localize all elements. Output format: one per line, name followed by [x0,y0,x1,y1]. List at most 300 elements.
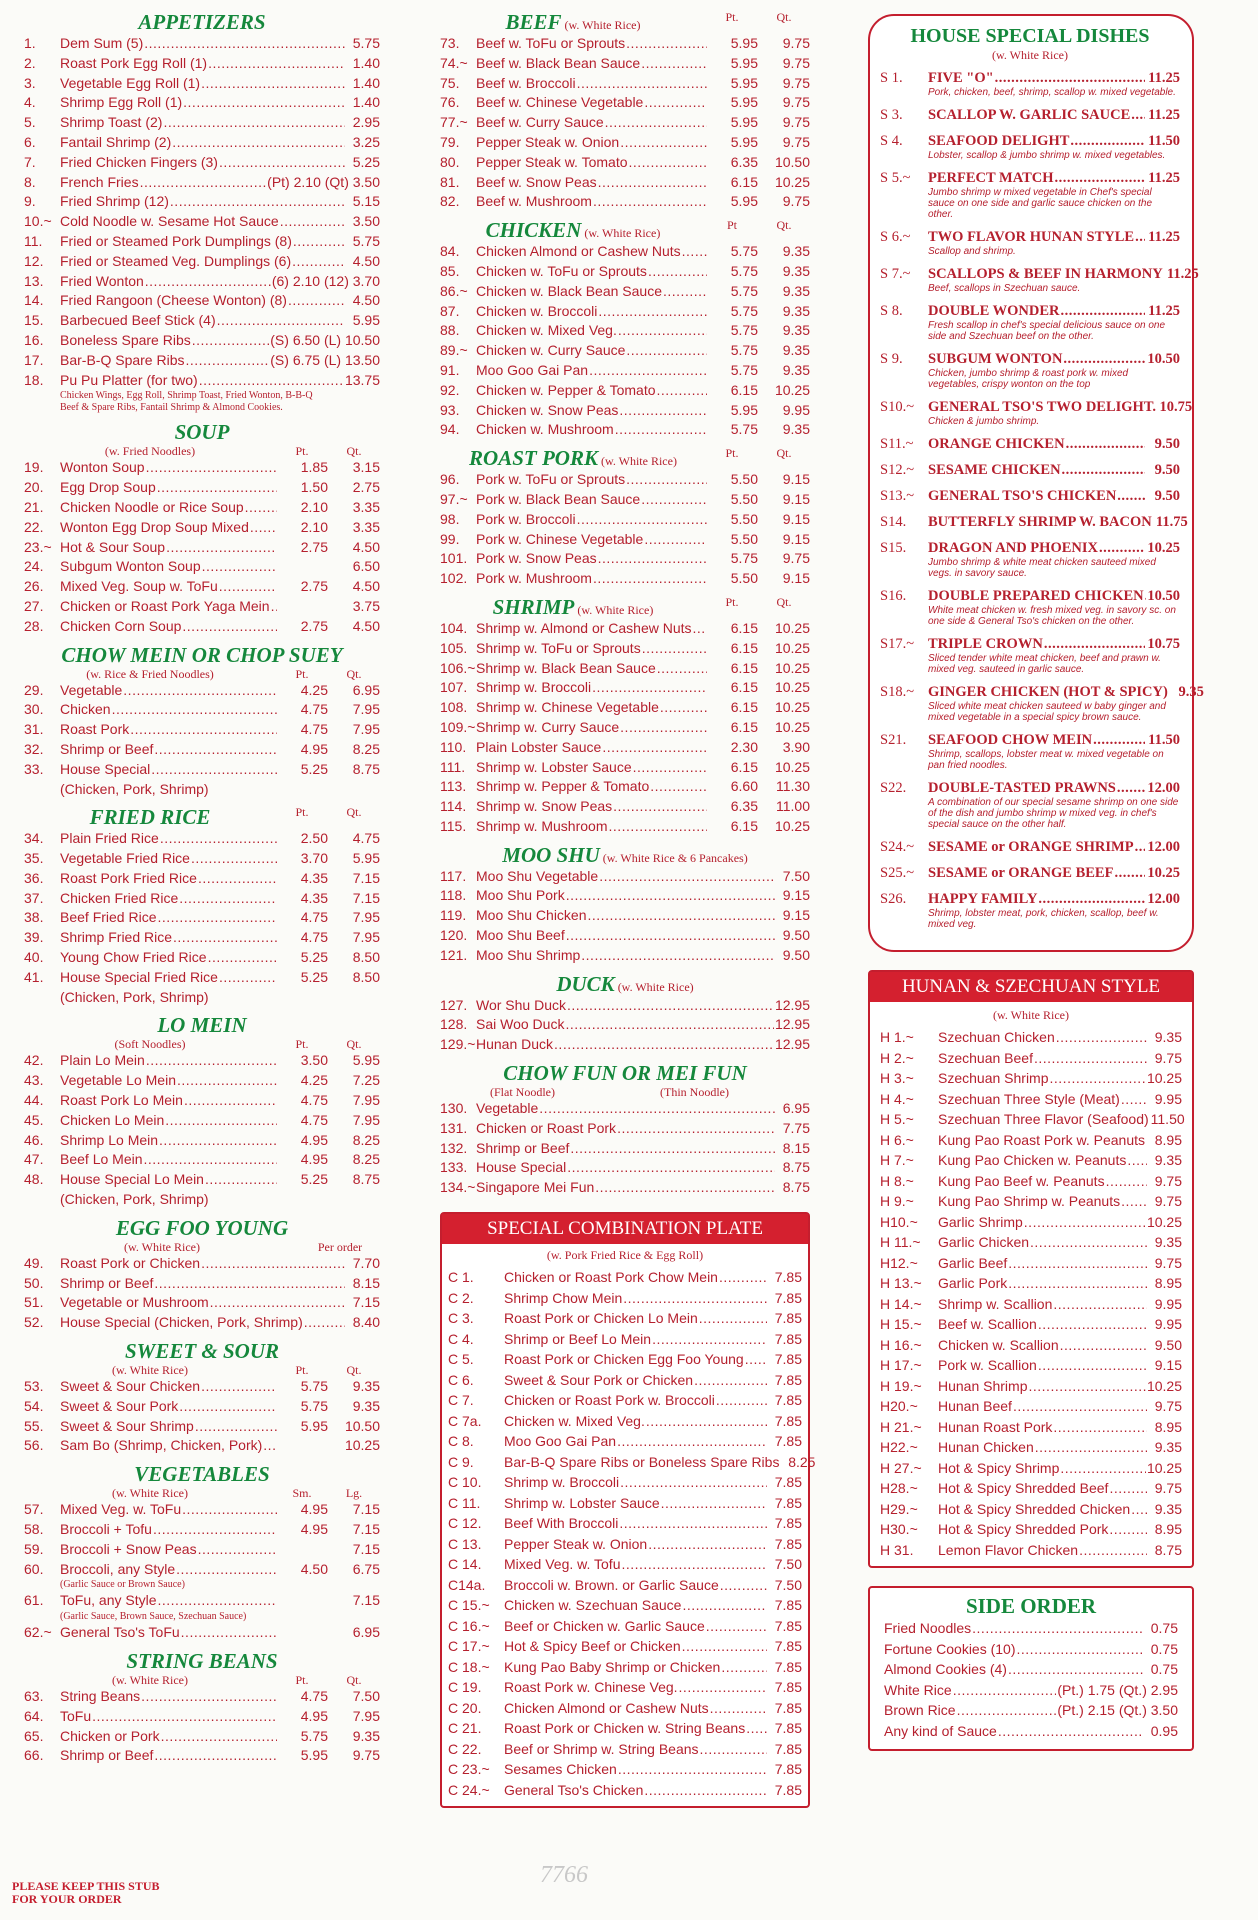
menu-item[interactable] [24,113,380,133]
item-name: Chicken or Pork [60,1727,160,1744]
house-special-item[interactable] [880,461,1180,479]
menu-item[interactable] [448,1616,802,1637]
menu-item[interactable] [448,1780,802,1801]
menu-item[interactable] [440,1035,810,1055]
menu-item[interactable] [440,192,810,212]
menu-item[interactable] [440,381,810,401]
leader-dots [617,1119,775,1139]
menu-item[interactable] [24,34,380,54]
menu-item[interactable] [24,54,380,74]
menu-item[interactable] [24,681,380,701]
menu-item[interactable] [24,538,380,558]
price-quart: 10.25 [774,659,810,676]
menu-item[interactable] [880,1171,1182,1192]
menu-item[interactable] [880,1232,1182,1253]
menu-item[interactable] [880,1355,1182,1376]
menu-item[interactable] [448,1493,802,1514]
menu-item[interactable] [884,1618,1178,1639]
item-name: Shrimp w. Broccoli [476,679,592,696]
menu-item[interactable] [448,1698,802,1719]
menu-item[interactable] [448,1575,802,1596]
item-price: 9.35 [1154,1500,1182,1517]
menu-item[interactable] [24,760,380,780]
menu-item[interactable] [440,817,810,837]
menu-item[interactable] [24,1591,380,1611]
item-name: Chicken w. Black Bean Sauce [476,282,662,299]
menu-item[interactable] [884,1721,1178,1742]
menu-item[interactable] [24,968,380,988]
item-name: House Special Lo Mein [60,1171,204,1188]
item-description: White meat chicken w. fresh mixed veg. in savory sc. on one side & General Tso's chicken on the other. [928,605,1176,627]
house-special-item[interactable] [880,169,1180,220]
menu-item[interactable] [880,1048,1182,1069]
item-name: Moo Shu Pork [476,887,565,904]
menu-item[interactable] [440,242,810,262]
menu-item[interactable] [440,490,810,510]
house-special-item[interactable] [880,838,1180,856]
item-name: Almond Cookies (4) [884,1661,1007,1677]
menu-item[interactable] [24,948,380,968]
menu-item[interactable] [24,173,380,193]
menu-item[interactable] [24,597,380,617]
menu-item[interactable] [24,133,380,153]
menu-item[interactable] [440,678,810,698]
leader-dots [1035,1437,1147,1458]
menu-item[interactable] [440,1139,810,1159]
menu-item[interactable] [884,1659,1178,1680]
house-special-item[interactable] [880,228,1180,257]
leader-dots [1079,1540,1147,1561]
item-name: Pork w. ToFu or Sprouts [476,471,626,488]
section-note: (w. White Rice) [992,48,1068,62]
menu-item[interactable] [440,738,810,758]
house-special-item[interactable] [880,132,1180,161]
menu-item[interactable] [440,549,810,569]
item-description: Lobster, scallop & jumbo shrimp w. mixed vegetables. [928,150,1166,161]
menu-item[interactable] [24,1071,380,1091]
item-number: 19. [24,459,44,476]
menu-item[interactable] [24,311,380,331]
menu-item[interactable] [24,849,380,869]
menu-item[interactable] [24,1274,380,1294]
leader-dots [693,619,707,639]
item-name: ORANGE CHICKEN [928,436,1065,452]
menu-item[interactable] [24,928,380,948]
menu-item[interactable] [448,1472,802,1493]
menu-item[interactable] [440,74,810,94]
price-quart: 7.95 [352,1092,380,1109]
menu-item[interactable] [440,758,810,778]
leader-dots [566,886,775,906]
menu-item[interactable] [24,212,380,232]
leader-dots [618,1759,767,1780]
house-special-item[interactable] [880,487,1180,505]
menu-item[interactable] [24,1091,380,1111]
item-number: C 16.~ [448,1617,490,1634]
menu-item[interactable] [440,659,810,679]
menu-item[interactable] [24,1170,380,1190]
menu-item[interactable] [24,1111,380,1131]
price-quart: 7.95 [352,1707,380,1724]
menu-item[interactable] [448,1595,802,1616]
chicken-section [440,218,810,440]
menu-item[interactable] [440,906,810,926]
menu-item[interactable] [24,192,380,212]
menu-item[interactable] [24,331,380,351]
menu-item[interactable] [880,1458,1182,1479]
menu-item[interactable] [24,1746,380,1766]
menu-item[interactable] [440,54,810,74]
menu-item[interactable] [24,1313,380,1333]
menu-item[interactable] [24,1150,380,1170]
price-quart: 10.25 [774,699,810,716]
menu-item[interactable] [884,1700,1178,1721]
leader-dots [166,538,277,558]
menu-item[interactable] [24,74,380,94]
menu-item[interactable] [24,1377,380,1397]
menu-item[interactable] [448,1267,802,1288]
menu-item[interactable] [880,1314,1182,1335]
menu-item[interactable] [448,1452,816,1473]
price-quart: 8.25 [352,1151,380,1168]
menu-item[interactable] [880,1150,1182,1171]
leader-dots [641,490,707,510]
item-number: 97.~ [440,490,468,507]
menu-item[interactable] [448,1718,802,1739]
item-name: Chicken w. ToFu or Sprouts [476,262,647,279]
leader-dots [1131,106,1145,124]
house-special-item[interactable] [880,398,1193,427]
item-name: French Fries [60,173,139,190]
menu-item[interactable] [440,34,810,54]
house-special-item[interactable] [880,890,1180,930]
menu-item[interactable] [440,996,810,1016]
menu-item[interactable] [24,1254,380,1274]
menu-item[interactable] [24,1520,380,1540]
item-note: (Chicken, Pork, Shrimp) [60,1191,209,1208]
item-number: 20. [24,479,44,496]
menu-item[interactable] [448,1739,802,1760]
house-special-item[interactable] [880,635,1180,675]
section-title: STRING BEANS [126,1649,278,1673]
menu-item[interactable] [880,1109,1185,1130]
menu-item[interactable] [440,133,810,153]
item-number: H29.~ [880,1500,918,1517]
price-pint: 4.50 [300,1560,328,1577]
menu-item[interactable] [24,889,380,909]
middle-column [440,10,816,1826]
item-number: S13.~ [880,488,915,504]
item-name: Beef With Broccoli [504,1515,619,1532]
item-name: Roast Pork [60,721,130,738]
menu-item[interactable] [448,1431,802,1452]
menu-item[interactable] [880,1068,1182,1089]
item-name: Shrimp w. Curry Sauce [476,718,620,735]
price-quart: 6.75 [352,1560,380,1577]
menu-item[interactable] [440,173,810,193]
item-price: 5.15 [352,193,380,210]
house-special-item[interactable] [880,302,1180,342]
menu-item[interactable] [24,1540,380,1560]
item-name: Chicken or Roast Pork [476,1119,617,1136]
menu-item[interactable] [440,282,810,302]
menu-item[interactable] [448,1329,802,1350]
menu-item[interactable] [24,272,380,292]
menu-item[interactable] [880,1212,1182,1233]
menu-item[interactable] [440,262,810,282]
menu-item[interactable] [440,1015,810,1035]
item-name: SUBGUM WONTON [928,351,1063,367]
menu-item[interactable] [24,1131,380,1151]
menu-item[interactable] [24,829,380,849]
menu-item[interactable] [24,1687,380,1707]
menu-item[interactable] [440,530,810,550]
leader-dots [183,93,345,113]
item-name: SCALLOPS & BEEF IN HARMONY [928,266,1163,282]
menu-item[interactable] [448,1288,802,1309]
price-quart: 9.35 [782,361,810,378]
item-number: 35. [24,850,44,867]
menu-item[interactable] [448,1554,802,1575]
menu-item[interactable] [440,93,810,113]
menu-item[interactable] [440,886,810,906]
menu-item[interactable] [440,321,810,341]
house-special-item[interactable] [880,587,1180,627]
menu-item[interactable] [440,718,810,738]
house-special-item[interactable] [880,435,1180,453]
house-special-item[interactable] [880,731,1180,771]
leader-dots [745,1349,767,1370]
menu-item[interactable] [24,252,380,272]
menu-item[interactable] [440,1178,810,1198]
menu-item[interactable] [24,1436,380,1456]
menu-item[interactable] [24,1417,380,1437]
menu-item[interactable] [880,1437,1182,1458]
menu-item[interactable] [880,1540,1182,1561]
item-name: SESAME CHICKEN [928,462,1061,478]
menu-item[interactable] [24,351,380,371]
menu-item[interactable] [24,1397,380,1417]
menu-item[interactable] [448,1370,802,1391]
menu-item[interactable] [884,1680,1178,1701]
menu-item[interactable] [24,153,380,173]
menu-item[interactable] [440,341,810,361]
menu-item[interactable] [24,700,380,720]
menu-item[interactable] [880,1519,1182,1540]
menu-item[interactable] [24,1293,380,1313]
item-name: Shrimp w. Scallion [938,1295,1053,1312]
menu-item[interactable] [440,777,810,797]
item-name: Kung Pao Baby Shrimp or Chicken [504,1658,721,1675]
house-special-item[interactable] [880,779,1180,830]
house-special-item[interactable] [880,350,1180,390]
item-number: 39. [24,929,44,946]
menu-item[interactable] [880,1499,1182,1520]
menu-item[interactable] [24,518,380,538]
item-name: Chicken w. Mixed Veg. [476,322,617,339]
price-quart: 7.95 [352,1111,380,1128]
menu-item[interactable] [440,510,810,530]
menu-item[interactable] [440,569,810,589]
house-special-item[interactable] [880,513,1188,531]
menu-item[interactable] [440,401,810,421]
menu-item[interactable] [880,1191,1182,1212]
menu-item[interactable] [440,619,810,639]
item-number: 53. [24,1378,44,1395]
menu-item[interactable] [448,1636,802,1657]
menu-item[interactable] [24,1560,380,1580]
item-number: 117. [440,867,467,884]
item-price: 11.25 [1148,303,1180,319]
menu-item[interactable] [24,1707,380,1727]
item-name: Garlic Chicken [938,1234,1030,1250]
menu-item[interactable] [448,1513,802,1534]
menu-item[interactable] [24,232,380,252]
menu-item[interactable] [24,1727,380,1747]
menu-item[interactable] [24,93,380,113]
item-number: C 17.~ [448,1638,490,1655]
price-pint: 4.25 [300,1072,328,1089]
item-name: Barbecued Beef Stick (4) [60,312,216,329]
price-pint: 2.30 [730,738,758,755]
leader-dots [644,1780,767,1801]
leader-dots [157,908,277,928]
item-name: Hunan Duck [476,1036,554,1053]
menu-item[interactable] [880,1130,1182,1151]
item-name: Chicken or Roast Pork Yaga Mein [60,597,270,614]
menu-item[interactable] [440,153,810,173]
item-price: 7.85 [774,1494,802,1511]
house-special-item[interactable] [880,69,1180,98]
menu-item[interactable] [448,1759,802,1780]
item-name: Shrimp or Beef [60,1747,154,1764]
item-price: 10.25 [1147,865,1180,881]
menu-item[interactable] [440,698,810,718]
menu-item[interactable] [880,1089,1182,1110]
menu-item[interactable] [880,1396,1182,1417]
menu-item[interactable] [448,1349,802,1370]
menu-item[interactable] [24,740,380,760]
house-special-item[interactable] [880,106,1180,124]
menu-item[interactable] [24,371,380,391]
leader-dots [1109,1478,1147,1499]
menu-item[interactable] [24,498,380,518]
house-special-item[interactable] [880,265,1199,294]
item-price: 11.50 [1148,133,1180,149]
item-number: C 7. [448,1392,474,1409]
menu-item[interactable] [440,361,810,381]
item-price: 12.00 [1147,891,1180,907]
menu-item[interactable] [448,1390,802,1411]
item-name: Broccoli + Snow Peas [60,1540,197,1557]
item-price: 0.95 [1150,1722,1178,1739]
leader-dots [565,1015,774,1035]
item-number: 22. [24,518,44,535]
price-quart: 9.35 [782,282,810,299]
menu-item[interactable] [440,946,810,966]
menu-item[interactable] [24,1623,380,1643]
menu-item[interactable] [448,1534,802,1555]
menu-item[interactable] [24,557,380,577]
menu-item[interactable] [880,1273,1182,1294]
menu-item[interactable] [24,478,380,498]
item-number: 43. [24,1072,44,1089]
leader-dots [208,948,277,968]
menu-item[interactable] [440,1099,810,1119]
section-title: APPETIZERS [138,10,266,34]
leader-dots [682,1595,767,1616]
item-name: DOUBLE PREPARED CHICKEN [928,588,1144,604]
menu-item[interactable] [24,617,380,637]
leader-dots [1070,132,1145,150]
item-name: Shrimp Toast (2) [60,114,163,131]
menu-item[interactable] [440,867,810,887]
leader-dots [1066,435,1145,453]
menu-item[interactable] [884,1639,1178,1660]
price-pint: 5.95 [730,193,758,210]
menu-item[interactable] [24,908,380,928]
item-number: C 21. [448,1720,482,1737]
menu-item[interactable] [448,1411,802,1432]
menu-item[interactable] [24,458,380,478]
menu-item[interactable] [448,1308,802,1329]
menu-item[interactable] [24,869,380,889]
menu-item[interactable] [448,1657,802,1678]
menu-item[interactable] [880,1478,1182,1499]
item-name: House Special [476,1159,567,1176]
menu-item[interactable] [440,470,810,490]
menu-item[interactable] [24,720,380,740]
house-special-item[interactable] [880,683,1204,723]
menu-item[interactable] [880,1417,1182,1438]
menu-item[interactable] [24,577,380,597]
item-name: Garlic Pork [938,1275,1008,1291]
leader-dots [1038,1355,1147,1376]
menu-item[interactable] [24,1051,380,1071]
item-number: 15. [24,312,44,329]
menu-item[interactable] [24,291,380,311]
leader-dots [598,302,707,322]
menu-item[interactable] [440,1119,810,1139]
price-pint: 6.15 [730,699,758,716]
menu-item[interactable] [880,1376,1182,1397]
menu-item[interactable] [440,420,810,440]
menu-item[interactable] [880,1253,1182,1274]
menu-item[interactable] [440,926,810,946]
menu-item[interactable] [440,1158,810,1178]
menu-item[interactable] [880,1335,1182,1356]
item-number: 16. [24,331,44,348]
leader-dots [660,698,707,718]
item-name: Sam Bo (Shrimp, Chicken, Pork) [60,1437,263,1454]
menu-item[interactable] [24,1500,380,1520]
house-special-item[interactable] [880,539,1180,579]
menu-item[interactable] [440,113,810,133]
menu-item[interactable] [440,302,810,322]
menu-item[interactable] [880,1027,1182,1048]
item-name: Pork w. Broccoli [476,510,576,527]
menu-item[interactable] [880,1294,1182,1315]
menu-item[interactable] [448,1677,802,1698]
item-price: 11.25 [1166,266,1199,282]
item-name: Bar-B-Q Spare Ribs or Boneless Spare Ribs [504,1453,780,1470]
menu-item[interactable] [440,797,810,817]
item-number: 131. [440,1119,468,1136]
house-special-item[interactable] [880,864,1180,882]
leader-dots [177,1071,277,1091]
item-number: 129.~ [440,1036,476,1053]
menu-item[interactable] [440,639,810,659]
